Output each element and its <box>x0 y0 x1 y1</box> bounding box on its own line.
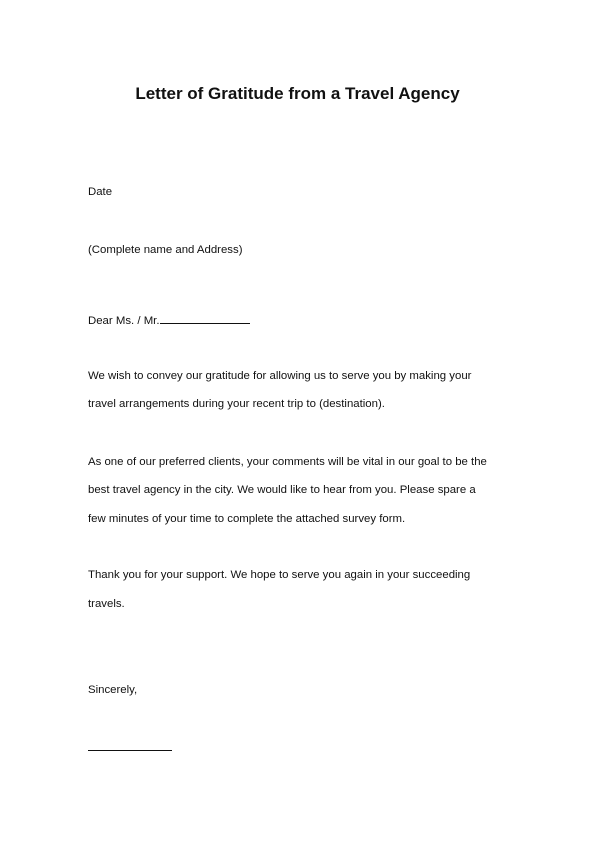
closing: Sincerely, <box>88 684 138 696</box>
salutation-text: Dear Ms. / Mr. <box>88 315 160 327</box>
paragraph-2-line-1: As one of our preferred clients, your comments will be vital in our goal to be the <box>88 456 487 468</box>
date-label: Date <box>88 186 113 198</box>
paragraph-2-line-2: best travel agency in the city. We would like to hear from you. Please spare a <box>88 484 476 496</box>
paragraph-3-line-2: travels. <box>88 598 125 610</box>
salutation <box>88 313 250 328</box>
signature-line <box>88 750 172 751</box>
recipient-address: (Complete name and Address) <box>88 244 243 256</box>
letter-title: Letter of Gratitude from a Travel Agency <box>135 84 460 103</box>
name-blank <box>160 313 250 324</box>
paragraph-1-line-1: We wish to convey our gratitude for allowing us to serve you by making your <box>88 370 472 382</box>
paragraph-3-line-1: Thank you for your support. We hope to serve you again in your succeeding <box>88 569 471 581</box>
paragraph-1-line-2: travel arrangements during your recent trip to (destination). <box>88 398 385 410</box>
paragraph-2-line-3: few minutes of your time to complete the attached survey form. <box>88 513 406 525</box>
